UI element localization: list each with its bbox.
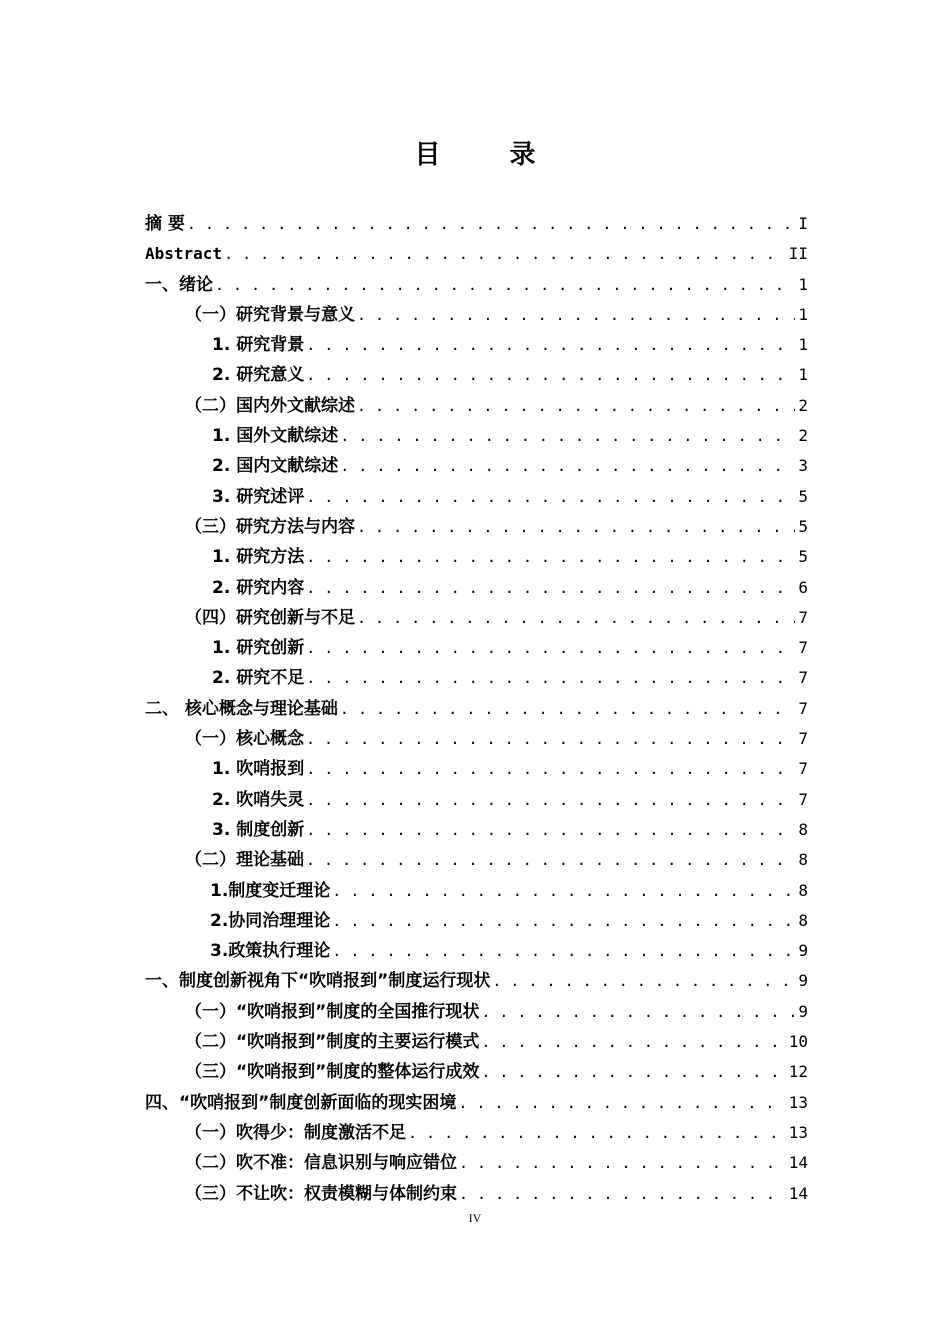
toc-entry-page-number: 7 <box>798 607 808 627</box>
toc-dot-leader <box>408 1118 786 1148</box>
toc-entry-page-number: 7 <box>798 668 808 688</box>
toc-dot-leader <box>306 542 795 572</box>
toc-dot-leader <box>306 754 795 784</box>
toc-entry[interactable] <box>145 906 808 936</box>
toc-entry[interactable] <box>145 1027 808 1057</box>
toc-entry-page-number: II <box>788 244 808 264</box>
toc-entry[interactable] <box>145 754 808 784</box>
page-title: 目 录 <box>414 140 566 170</box>
toc-entry[interactable] <box>145 603 808 633</box>
toc-entry-page-number: 1 <box>798 335 808 355</box>
toc-dot-leader <box>332 936 795 966</box>
toc-entry[interactable] <box>145 209 808 239</box>
toc-dot-leader <box>332 876 795 906</box>
toc-entry-page-number: 8 <box>798 819 808 839</box>
toc-entry[interactable] <box>145 239 808 269</box>
toc-dot-leader <box>306 785 795 815</box>
toc-entry[interactable] <box>145 1088 808 1118</box>
toc-entry[interactable] <box>145 845 808 875</box>
toc-entry-title: （一）核心概念 <box>185 729 304 750</box>
toc-entry-title: （二）吹不准：信息识别与响应错位 <box>185 1153 457 1174</box>
toc-entry[interactable] <box>145 876 808 906</box>
toc-dot-leader <box>306 482 795 512</box>
toc-entry[interactable] <box>145 451 808 481</box>
toc-entry[interactable] <box>145 633 808 663</box>
toc-entry-title: 一、制度创新视角下“吹哨报到”制度运行现状 <box>145 971 491 992</box>
toc-dot-leader <box>340 421 795 451</box>
toc-entry-title: 2.协同治理理论 <box>210 910 331 931</box>
toc-entry-page-number: 5 <box>798 486 808 506</box>
toc-entry[interactable] <box>145 1148 808 1178</box>
toc-entry[interactable] <box>145 573 808 603</box>
toc-entry-title: （一）“吹哨报到”制度的全国推行现状 <box>185 1001 480 1022</box>
toc-entry-title: 2. 研究不足 <box>212 668 305 689</box>
toc-dot-leader <box>357 300 795 330</box>
toc-entry-title: 2. 研究内容 <box>212 577 305 598</box>
toc-entry-title: （三）不让吹：权责模糊与体制约束 <box>185 1183 457 1204</box>
toc-entry-page-number: 7 <box>798 789 808 809</box>
toc-entry-page-number: 1 <box>798 365 808 385</box>
toc-entry-title: 一、绪论 <box>145 274 213 295</box>
toc-entry-page-number: 1 <box>798 274 808 294</box>
toc-entry-title: 二、 核心概念与理论基础 <box>145 698 338 719</box>
toc-dot-leader <box>357 391 795 421</box>
toc-entry-page-number: 5 <box>798 516 808 536</box>
toc-entry-title: （二）国内外文献综述 <box>185 395 355 416</box>
toc-entry-page-number: 9 <box>798 1001 808 1021</box>
toc-entry[interactable] <box>145 1118 808 1148</box>
toc-entry-page-number: 9 <box>798 941 808 961</box>
toc-entry[interactable] <box>145 300 808 330</box>
toc-entry-page-number: 13 <box>788 1122 808 1142</box>
toc-entry-page-number: 8 <box>798 850 808 870</box>
toc-entry-page-number: 8 <box>798 910 808 930</box>
toc-entry[interactable] <box>145 663 808 693</box>
toc-dot-leader <box>306 724 795 754</box>
toc-entry-page-number: 13 <box>788 1092 808 1112</box>
toc-dot-leader <box>340 694 795 724</box>
toc-dot-leader <box>306 573 795 603</box>
toc-dot-leader <box>224 239 786 269</box>
toc-dot-leader <box>492 966 795 996</box>
toc-dot-leader <box>481 1057 785 1087</box>
toc-entry-page-number: 7 <box>798 729 808 749</box>
toc-entry[interactable] <box>145 936 808 966</box>
toc-entry-title: 3. 制度创新 <box>212 819 305 840</box>
toc-entry[interactable] <box>145 421 808 451</box>
toc-entry-title: （四）研究创新与不足 <box>185 607 355 628</box>
toc-entry[interactable] <box>145 694 808 724</box>
toc-dot-leader <box>306 845 795 875</box>
toc-entry-title: 2. 研究意义 <box>212 365 305 386</box>
toc-entry-title: （二）理论基础 <box>185 850 304 871</box>
toc-dot-leader <box>306 330 795 360</box>
toc-entry-title: （一）吹得少：制度激活不足 <box>185 1122 406 1143</box>
toc-entry-page-number: 6 <box>798 577 808 597</box>
toc-entry-page-number: 8 <box>798 880 808 900</box>
toc-dot-leader <box>481 997 795 1027</box>
toc-entry-title: 1. 研究背景 <box>212 335 305 356</box>
toc-entry-page-number: 7 <box>798 698 808 718</box>
toc-entry-title: 2. 吹哨失灵 <box>212 789 305 810</box>
toc-dot-leader <box>459 1148 786 1178</box>
toc-entry-title: 1. 国外文献综述 <box>212 426 339 447</box>
toc-entry-page-number: 2 <box>798 426 808 446</box>
toc-entry-title: （三）“吹哨报到”制度的整体运行成效 <box>185 1062 480 1083</box>
toc-entry-page-number: 1 <box>798 304 808 324</box>
toc-entry[interactable] <box>145 815 808 845</box>
toc-entry-title: （三）研究方法与内容 <box>185 516 355 537</box>
toc-entry-title: （一）研究背景与意义 <box>185 304 355 325</box>
toc-entry-page-number: 14 <box>788 1183 808 1203</box>
toc-dot-leader <box>481 1027 785 1057</box>
toc-dot-leader <box>459 1179 786 1209</box>
table-of-contents <box>145 209 808 1209</box>
toc-entry[interactable] <box>145 1179 808 1209</box>
toc-entry-title: 四、“吹哨报到”制度创新面临的现实困境 <box>145 1092 457 1113</box>
toc-dot-leader <box>357 512 795 542</box>
toc-dot-leader <box>340 451 795 481</box>
toc-entry[interactable] <box>145 966 808 996</box>
toc-dot-leader <box>306 633 795 663</box>
toc-entry[interactable] <box>145 391 808 421</box>
toc-entry-title: 3. 研究述评 <box>212 486 305 507</box>
toc-dot-leader <box>215 270 795 300</box>
toc-entry[interactable] <box>145 724 808 754</box>
toc-dot-leader <box>306 815 795 845</box>
toc-dot-leader <box>187 209 795 239</box>
toc-entry-title: 3.政策执行理论 <box>210 941 331 962</box>
toc-dot-leader <box>458 1088 785 1118</box>
toc-entry-title: 摘 要 <box>145 214 185 234</box>
toc-entry[interactable] <box>145 785 808 815</box>
toc-entry[interactable] <box>145 360 808 390</box>
toc-entry-title: 1. 研究创新 <box>212 638 305 659</box>
toc-entry-title: 2. 国内文献综述 <box>212 456 339 477</box>
toc-entry-page-number: 10 <box>788 1032 808 1052</box>
toc-entry-title: 1. 研究方法 <box>212 547 305 568</box>
toc-entry-title: Abstract <box>145 244 223 264</box>
page-number-footer: IV <box>468 1211 482 1225</box>
toc-entry[interactable] <box>145 330 808 360</box>
toc-entry[interactable] <box>145 997 808 1027</box>
toc-entry[interactable] <box>145 1057 808 1087</box>
toc-entry-page-number: 9 <box>798 971 808 991</box>
toc-dot-leader <box>306 663 795 693</box>
toc-entry[interactable] <box>145 270 808 300</box>
toc-dot-leader <box>332 906 795 936</box>
toc-entry-page-number: 5 <box>798 547 808 567</box>
toc-entry[interactable] <box>145 542 808 572</box>
toc-entry-page-number: I <box>798 214 808 233</box>
toc-entry-page-number: 2 <box>798 395 808 415</box>
toc-entry-page-number: 7 <box>798 638 808 658</box>
toc-entry-title: 1.制度变迁理论 <box>210 880 331 901</box>
toc-entry-page-number: 14 <box>788 1153 808 1173</box>
toc-entry-title: 1. 吹哨报到 <box>212 759 305 780</box>
toc-entry-page-number: 12 <box>788 1062 808 1082</box>
toc-entry[interactable] <box>145 482 808 512</box>
toc-dot-leader <box>357 603 795 633</box>
toc-entry-page-number: 7 <box>798 759 808 779</box>
toc-entry[interactable] <box>145 512 808 542</box>
toc-entry-title: （二）“吹哨报到”制度的主要运行模式 <box>185 1032 480 1053</box>
toc-entry-page-number: 3 <box>798 456 808 476</box>
toc-dot-leader <box>306 360 795 390</box>
